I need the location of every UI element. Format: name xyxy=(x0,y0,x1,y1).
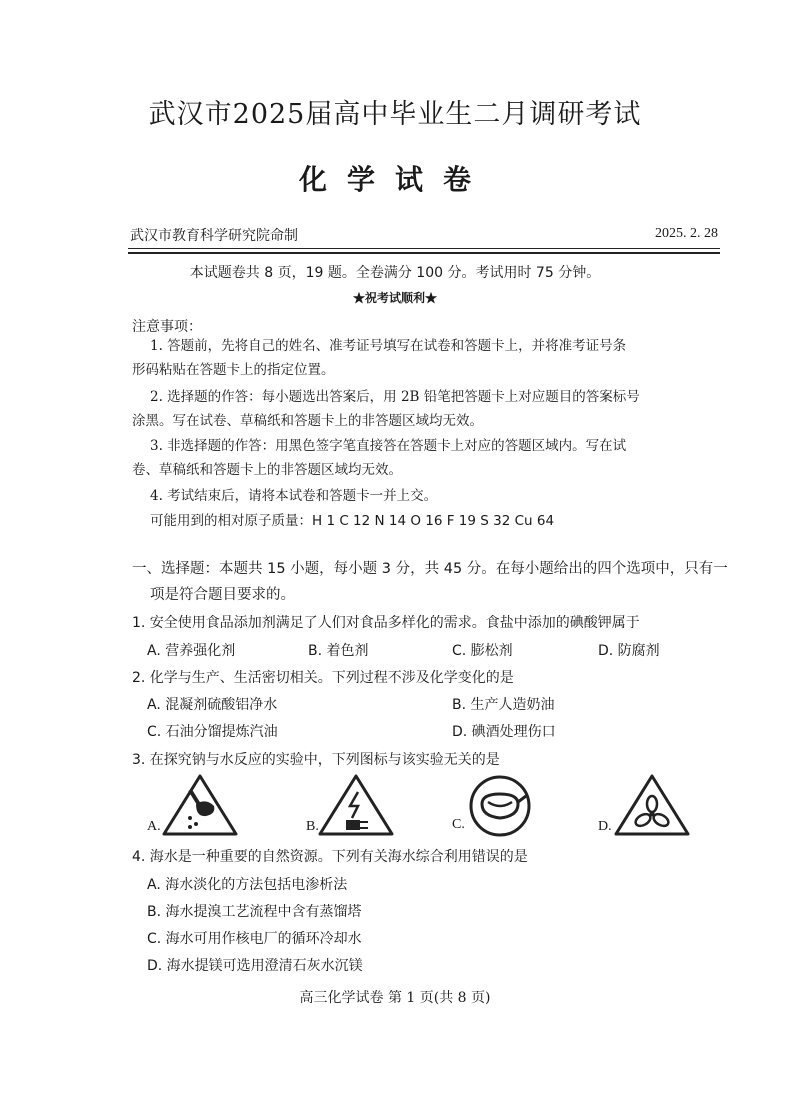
exam-info: 本试题卷共 8 页，19 题。全卷满分 100 分。考试用时 75 分钟。 xyxy=(189,265,601,281)
option-d: D. xyxy=(598,819,612,834)
blessing: ★祝考试顺利★ xyxy=(352,291,437,305)
exam-subtitle: 化学试卷 xyxy=(298,163,491,196)
note-line: 形码粘贴在答题卡上的指定位置。 xyxy=(132,362,335,378)
note-line: 3. 非选择题的作答：用黑色签字笔直接答在答题卡上对应的答题区域内。写在试 xyxy=(150,438,627,454)
option-b: B. 着色剂 xyxy=(308,643,369,659)
header-rule-thin xyxy=(128,248,720,249)
note-line: 4. 考试结束后，请将本试卷和答题卡一并上交。 xyxy=(150,488,438,504)
electrical-hazard-icon xyxy=(316,772,396,838)
question-stem: 2. 化学与生产、生活密切相关。下列过程不涉及化学变化的是 xyxy=(132,670,514,686)
option-a: A. 海水淡化的方法包括电渗析法 xyxy=(147,877,348,893)
corrosive-warning-icon xyxy=(160,772,240,838)
notes-heading: 注意事项： xyxy=(132,319,202,335)
option-b: B. 海水提溴工艺流程中含有蒸馏塔 xyxy=(147,904,362,920)
option-a: A. xyxy=(147,819,161,834)
option-c: C. xyxy=(452,817,465,832)
section-heading-cont: 项是符合题目要求的。 xyxy=(150,587,295,603)
option-b: B. 生产人造奶油 xyxy=(452,697,555,713)
option-c: C. 海水可用作核电厂的循环冷却水 xyxy=(147,931,362,947)
section-heading: 一、选择题：本题共 15 小题，每小题 3 分，共 45 分。在每小题给出的四个选项中，只有一 xyxy=(132,561,728,577)
atomic-masses: 可能用到的相对原子质量：H 1 C 12 N 14 O 16 F 19 S 32 Cu 64 xyxy=(150,513,555,529)
option-c: C. 膨松剂 xyxy=(452,643,513,659)
note-line: 2. 选择题的作答：每小题选出答案后，用 2B 铅笔把答题卡上对应题目的答案标号 xyxy=(150,389,640,405)
exam-date: 2025. 2. 28 xyxy=(655,226,718,241)
option-a: A. 混凝剂硫酸铝净水 xyxy=(147,697,278,713)
hot-surface-icon xyxy=(468,774,532,838)
note-line: 1. 答题前，先将自己的姓名、准考证号填写在试卷和答题卡上，并将准考证号条 xyxy=(150,338,627,354)
option-a: A. 营养强化剂 xyxy=(147,643,236,659)
page-footer: 高三化学试卷 第 1 页(共 8 页) xyxy=(299,990,491,1006)
option-c: C. 石油分馏提炼汽油 xyxy=(147,724,278,740)
option-b: B. xyxy=(306,819,319,834)
ventilation-fan-icon xyxy=(612,772,692,838)
note-line: 卷、草稿纸和答题卡上的非答题区域均无效。 xyxy=(132,462,402,478)
header-rule-thick xyxy=(128,252,720,254)
exam-title: 武汉市2025届高中毕业生二月调研考试 xyxy=(148,99,642,130)
question-stem: 1. 安全使用食品添加剂满足了人们对食品多样化的需求。食盐中添加的碘酸钾属于 xyxy=(132,615,640,631)
note-line: 涂黑。写在试卷、草稿纸和答题卡上的非答题区域均无效。 xyxy=(132,413,483,429)
question-stem: 3. 在探究钠与水反应的实验中，下列图标与该实验无关的是 xyxy=(132,752,500,768)
option-d: D. 海水提镁可选用澄清石灰水沉镁 xyxy=(147,958,363,974)
issuer: 武汉市教育科学研究院命制 xyxy=(130,228,298,244)
option-d: D. 防腐剂 xyxy=(598,643,660,659)
question-stem: 4. 海水是一种重要的自然资源。下列有关海水综合利用错误的是 xyxy=(132,849,528,865)
option-d: D. 碘酒处理伤口 xyxy=(452,724,556,740)
